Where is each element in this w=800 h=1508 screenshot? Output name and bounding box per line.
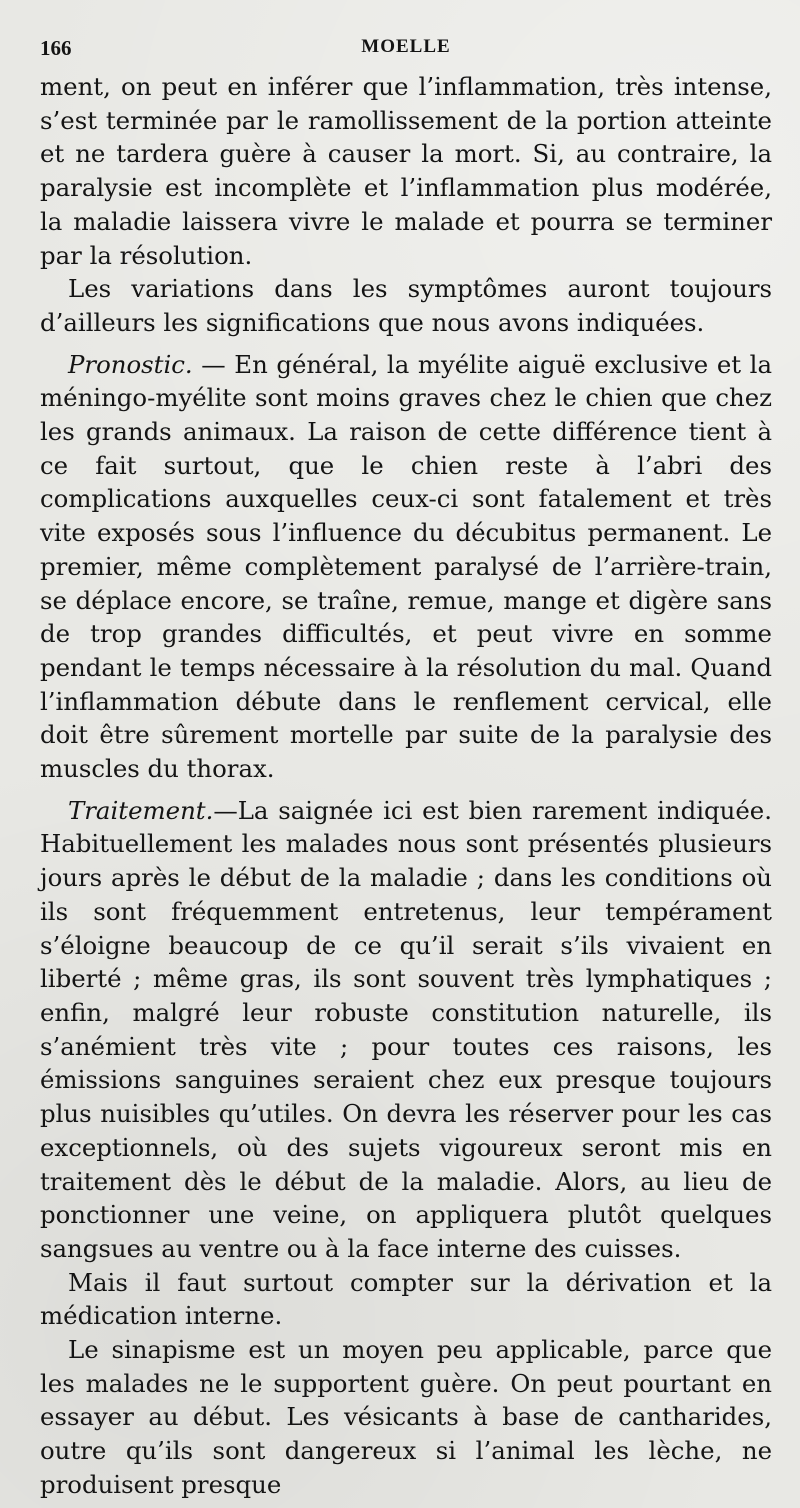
paragraph-text: Mais il faut surtout compter sur la dérivation et la médication interne. (40, 1267, 772, 1331)
section-heading-traitement: Traitement. (68, 795, 214, 825)
paragraph-text: —La saignée ici est bien rarement indiquée. Habituellement les malades nous sont présentés plusieurs jours après le début de la maladie ; dans les conditions où ils sont fréquemment entretenus, leur tempérament s’éloigne beaucoup de ce qu’il serait s’ils vivaient en liberté ; même gras, ils sont souvent très lymphatiques ; enfin, malgré leur robuste constitution naturelle, ils s’anémient très vite ; pour toutes ces raisons, les émissions sanguines seraient chez eux presque toujours plus nuisibles qu’utiles. On devra les réserver pour les cas exceptionnels, où des sujets vigoureux seront mis en traitement dès le début de la maladie. Alors, au lieu de ponctionner une veine, on appliquera plutôt quelques sangsues au ventre ou à la face interne des cuisses. (40, 795, 772, 1263)
paragraph-continued (40, 70, 772, 272)
section-heading-pronostic: Pronostic. (68, 349, 193, 379)
page-number: 166 (40, 36, 72, 60)
paragraph-symptom-variations (40, 272, 772, 339)
paragraph-text: ment, on peut en inférer que l’inflammation, très intense, s’est terminée par le ramollissement de la portion atteinte et ne tardera guère à causer la mort. Si, au contraire, la paralysie est incomplète et l’inflammation plus modérée, la maladie laissera vivre le malade et pourra se terminer par la résolution. (40, 72, 772, 270)
paragraph-traitement (40, 794, 772, 1266)
paragraph-sinapisme (40, 1333, 772, 1502)
running-head (40, 30, 772, 70)
body-text (40, 70, 772, 1502)
paragraph-pronostic (40, 348, 772, 786)
paragraph-text: Les variations dans les symptômes auront toujours d’ailleurs les significations que nous avons indiquées. (40, 274, 772, 337)
running-title: MOELLE (361, 36, 451, 57)
paragraph-text: Le sinapisme est un moyen peu applicable, parce que les malades ne le supportent guère. On peut pourtant en essayer au début. Les vésicants à base de cantharides, outre qu’ils sont dangereux si l’animal les lèche, ne produisent presque (40, 1335, 772, 1499)
paragraph-text: — En général, la myélite aiguë exclusive et la méningo-myélite sont moins graves chez le chien que chez les grands animaux. La raison de cette différence tient à ce fait surtout, que le chien reste à l’abri des complications auxquelles ceux-ci sont fatalement et très vite exposés sous l’influence du décubitus permanent. Le premier, même complètement paralysé de l’arrière-train, se déplace encore, se traîne, remue, mange et digère sans de trop grandes difficultés, et peut vivre en somme pendant le temps nécessaire à la résolution du mal. Quand l’inflammation débute dans le renflement cervical, elle doit être sûrement mortelle par suite de la paralysie des muscles du thorax. (40, 349, 772, 784)
paragraph-derivation (40, 1266, 772, 1333)
